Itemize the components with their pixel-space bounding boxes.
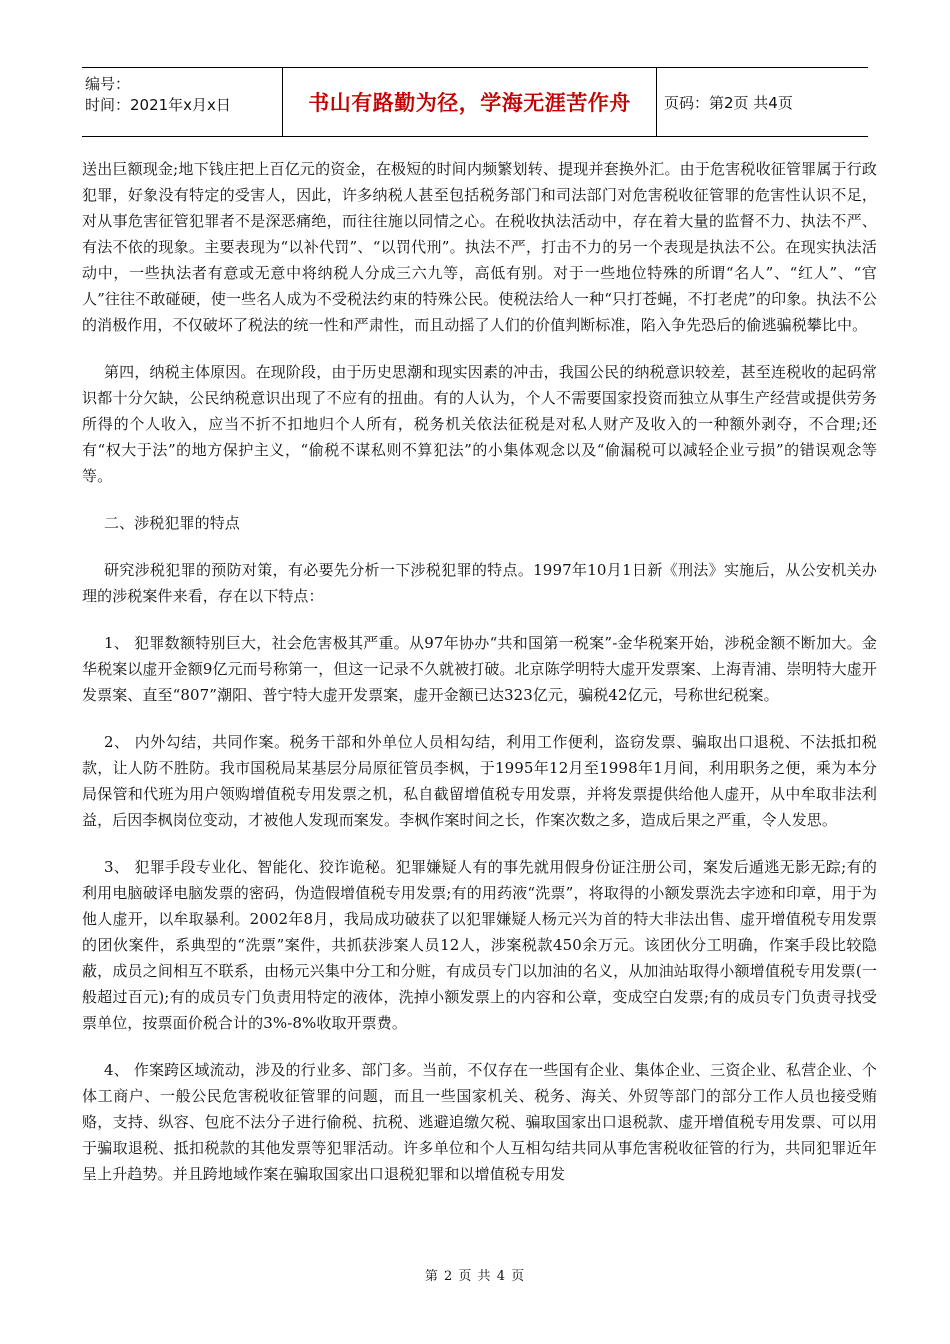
body-paragraph: 送出巨额现金;地下钱庄把上百亿元的资金，在极短的时间内频繁划转、提现并套换外汇。由于危害税收征管罪属于行政犯罪，好象没有特定的受害人，因此，许多纳税人甚至包括税务部门和司法部门对危害税收征管罪的危害性认识不足，对从事危害征管犯罪者不是深恶痛绝，而往往施以同情之心。在税收执法活动中，存在着大量的监督不力、执法不严、有法不依的现象。主要表现为“以补代罚”、“以罚代刑”。执法不严，打击不力的另一个表现是执法不公。在现实执法活动中，一些执法者有意或无意中将纳税人分成三六九等，高低有别。对于一些地位特殊的所谓“名人”、“红人”、“官人”往往不敢碰硬，使一些名人成为不受税法约束的特殊公民。使税法给人一种“只打苍蝇，不打老虎”的印象。执法不公的消极作用，不仅破坏了税法的统一性和严肃性，而且动摇了人们的价值判断标准，陷入争先恐后的偷逃骗税攀比中。 [82,160,877,334]
list-item: 1、 犯罪数额特别巨大，社会危害极其严重。从97年协办“共和国第一税案”-金华税案开始，涉税金额不断加大。金华税案以虚开金额9亿元而号称第一，但这一记录不久就被打破。北京陈学明特大虚开发票案、上海青浦、崇明特大虚开发票案、直至“807”潮阳、普宁特大虚开发票案，虚开金额已达323亿元，骗税42亿元，号称世纪税案。 [82,634,877,704]
header-meta [82,68,283,136]
document-body [82,156,877,1208]
list-item: 3、 犯罪手段专业化、智能化、狡诈诡秘。犯罪嫌疑人有的事先就用假身份证注册公司，案发后遁逃无影无踪;有的利用电脑破译电脑发票的密码，伪造假增值税专用发票;有的用药液“洗票”，将取得的小额发票洗去字迹和印章，用于为他人虚开，以牟取暴利。2002年8月，我局成功破获了以犯罪嫌疑人杨元兴为首的特大非法出售、虚开增值税专用发票的团伙案件，系典型的“洗票”案件，共抓获涉案人员12人，涉案税款450余万元。该团伙分工明确，作案手段比较隐蔽，成员之间相互不联系，由杨元兴集中分工和分赃，有成员专门以加油的名义，从加油站取得小额增值税专用发票(一般超过百元);有的成员专门负责用特定的液体，洗掉小额发票上的内容和公章，变成空白发票;有的成员专门负责寻找受票单位，按票面价税合计的3%-8%收取开票费。 [82,858,877,1032]
body-paragraph: 第四，纳税主体原因。在现阶段，由于历史思潮和现实因素的冲击，我国公民的纳税意识较差，甚至连税收的起码常识都十分欠缺，公民纳税意识出现了不应有的扭曲。有的人认为，个人不需要国家投资而独立从事生产经营或提供劳务所得的个人收入，应当不折不扣地归个人所有，税务机关依法征税是对私人财产及收入的一种额外剥夺，不合理;还有“权大于法”的地方保护主义，“偷税不谋私则不算犯法”的小集体观念以及“偷漏税可以减轻企业亏损”的错误观念等等。 [82,363,877,485]
header-page-number: 页码：第2页 共4页 [664,93,793,112]
document-number-label: 编号： [85,75,131,93]
footer-page-number: 第 2 页 共 4 页 [424,1269,526,1284]
page-footer [0,1265,950,1284]
list-item: 2、 内外勾结，共同作案。税务干部和外单位人员相勾结，利用工作便利，盗窃发票、骗取出口退税、不法抵扣税款，让人防不胜防。我市国税局某基层分局原征管员李枫，于1995年12月至1998年1月间，利用职务之便，乘为本分局保管和代班为用户领购增值税专用发票之机，私自截留增值税专用发票，并将发票提供给他人虚开，从中牟取非法利益，后因李枫岗位变动，才被他人发现而案发。李枫作案时间之长，作案次数之多，造成后果之严重，令人发思。 [82,733,877,829]
header-motto: 书山有路勤为径，学海无涯苦作舟 [283,68,657,136]
section-heading: 二、涉税犯罪的特点 [104,514,240,532]
list-item: 4、 作案跨区域流动，涉及的行业多、部门多。当前，不仅存在一些国有企业、集体企业、三资企业、私营企业、个体工商户、一般公民危害税收征管罪的问题，而且一些国家机关、税务、海关、外贸等部门的部分工作人员也接受贿赂，支持、纵容、包庇不法分子进行偷税、抗税、逃避追缴欠税、骗取国家出口退税款、虚开增值税专用发票、可以用于骗取退税、抵扣税款的其他发票等犯罪活动。许多单位和个人互相勾结共同从事危害税收征管的行为，共同犯罪近年呈上升趋势。并且跨地域作案在骗取国家出口退税犯罪和以增值税专用发 [82,1061,877,1183]
document-date-label: 时间：2021年x月x日 [85,96,231,114]
body-paragraph: 研究涉税犯罪的预防对策，有必要先分析一下涉税犯罪的特点。1997年10月1日新《刑法》实施后，从公安机关办理的涉税案件来看，存在以下特点： [82,561,877,605]
page-header [82,67,868,137]
